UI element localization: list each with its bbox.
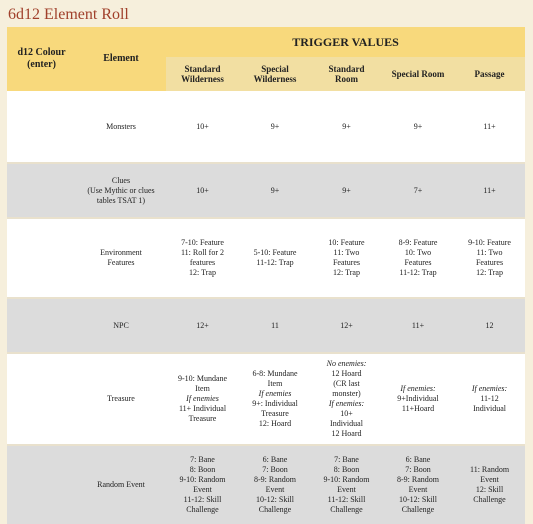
header-standard-room: Standard Room [311,57,382,91]
d12-colour-cell[interactable] [7,446,76,524]
header-standard-wilderness: Standard Wilderness [166,57,239,91]
element-label: Treasure [76,354,166,444]
table-row [7,299,525,352]
trigger-value-cell: 11+ [454,164,525,217]
d12-colour-cell[interactable] [7,164,76,217]
trigger-value-cell: 7: Bane 8: Boon 9-10: Random Event 11-12: Skill Challenge [166,446,239,524]
trigger-value-cell: If enemies: 9+Individual 11+Hoard [382,354,454,444]
table-row [7,164,525,217]
trigger-value-cell: 10: Feature 11: Two Features 12: Trap [311,219,382,297]
header-d12-colour: d12 Colour (enter) [7,27,76,91]
trigger-value-cell: 8-9: Feature 10: Two Features 11-12: Trap [382,219,454,297]
trigger-value-cell: 7+ [382,164,454,217]
d12-colour-cell[interactable] [7,299,76,352]
trigger-value-cell: 9-10: Mundane Item If enemies 11+ Individual Treasure [166,354,239,444]
element-label: Monsters [76,91,166,162]
trigger-value-cell: 12+ [166,299,239,352]
trigger-value-cell: If enemies: 11-12 Individual [454,354,525,444]
element-label: Random Event [76,446,166,524]
trigger-value-cell: 6-8: Mundane Item If enemies 9+: Individual Treasure 12: Hoard [239,354,311,444]
trigger-value-cell: 9-10: Feature 11: Two Features 12: Trap [454,219,525,297]
header-passage: Passage [454,57,525,91]
trigger-value-cell: 12 [454,299,525,352]
table-row [7,354,525,444]
table-row [7,219,525,297]
trigger-value-cell: 11 [239,299,311,352]
trigger-value-cell: 5-10: Feature 11-12: Trap [239,219,311,297]
header-trigger-values: TRIGGER VALUES [166,27,525,57]
element-label: NPC [76,299,166,352]
trigger-value-cell: 7: Bane 8: Boon 9-10: Random Event 11-12: Skill Challenge [311,446,382,524]
trigger-value-cell: 10+ [166,164,239,217]
trigger-value-cell: 9+ [382,91,454,162]
trigger-value-cell: 6: Bane 7: Boon 8-9: Random Event 10-12: Skill Challenge [239,446,311,524]
element-label: Clues (Use Mythic or clues tables TSAT 1) [76,164,166,217]
trigger-value-cell: 9+ [311,164,382,217]
element-roll-table [7,27,525,524]
table-row [7,446,525,524]
trigger-value-cell: 11+ [454,91,525,162]
page-title: 6d12 Element Roll [8,6,129,23]
table-row [7,91,525,162]
d12-colour-cell[interactable] [7,219,76,297]
element-label: Environment Features [76,219,166,297]
trigger-value-cell: 11: Random Event 12: Skill Challenge [454,446,525,524]
trigger-value-cell: 9+ [311,91,382,162]
d12-colour-cell[interactable] [7,91,76,162]
trigger-value-cell: 7-10: Feature 11: Roll for 2 features 12: Trap [166,219,239,297]
header-element: Element [76,27,166,91]
trigger-value-cell: 9+ [239,91,311,162]
trigger-value-cell: No enemies: 12 Hoard (CR last monster) If enemies: 10+ Individual 12 Hoard [311,354,382,444]
trigger-value-cell: 10+ [166,91,239,162]
d12-colour-cell[interactable] [7,354,76,444]
trigger-value-cell: 9+ [239,164,311,217]
header-special-room: Special Room [382,57,454,91]
trigger-value-cell: 6: Bane 7: Boon 8-9: Random Event 10-12: Skill Challenge [382,446,454,524]
header-special-wilderness: Special Wilderness [239,57,311,91]
trigger-value-cell: 11+ [382,299,454,352]
trigger-value-cell: 12+ [311,299,382,352]
